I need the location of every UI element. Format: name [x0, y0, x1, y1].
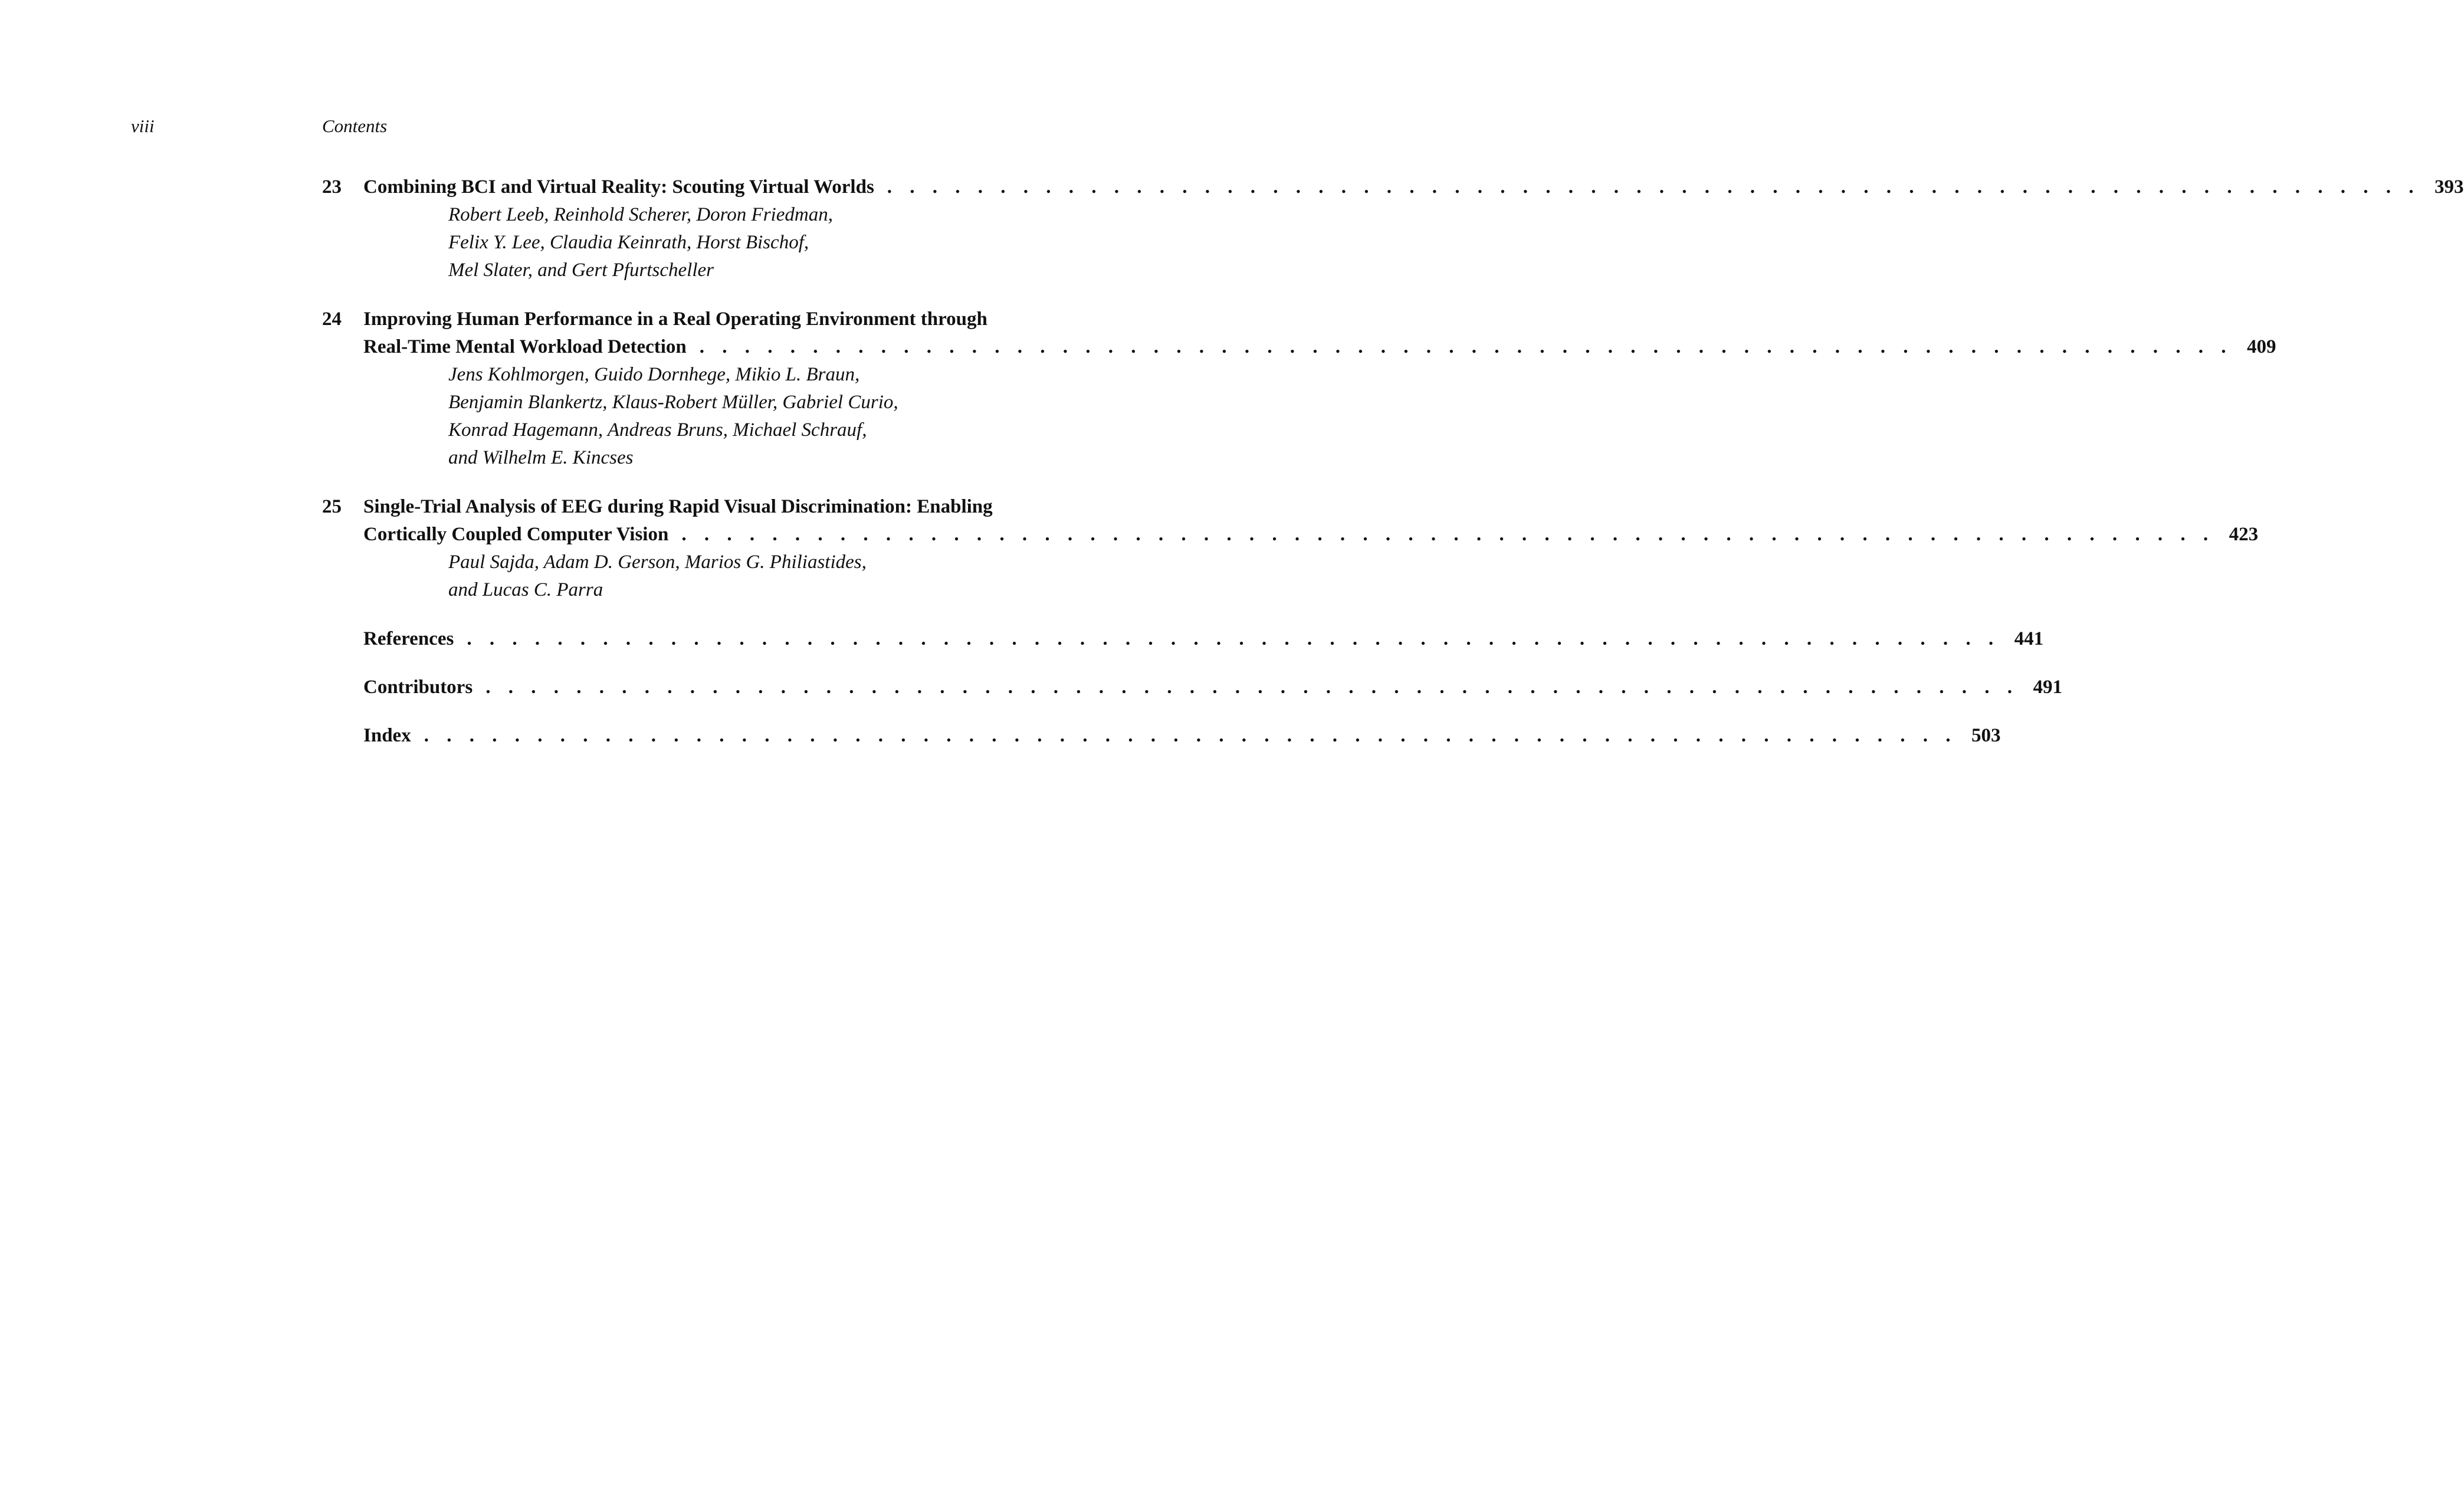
chapter-page-number: 423	[2229, 524, 2259, 545]
dot-leader: . . . . . . . . . . . . . . . . . . . . . . . . . . . . . . . . . . . . . . . . . . . . . . . . . . . . . . . . . . . . . . . . . . . .	[467, 628, 2000, 649]
toc-entry-index[interactable]	[322, 722, 2001, 750]
author-line: and Lucas C. Parra	[448, 579, 603, 600]
backmatter-page-number: 441	[2014, 628, 2044, 649]
chapter-title-row	[322, 306, 2276, 361]
running-head-title: Contents	[322, 116, 388, 136]
chapter-number: 24	[322, 308, 342, 330]
chapter-title	[363, 173, 2464, 201]
chapter-title	[363, 493, 2259, 549]
author-line: Jens Kohlmorgen, Guido Dornhege, Mikio L. Braun,	[448, 364, 860, 385]
backmatter-page-number: 503	[1971, 725, 2001, 746]
toc-entry-references[interactable]	[322, 625, 2044, 653]
chapter-title-row	[322, 493, 2259, 549]
toc-entry-chapter-23[interactable]	[322, 173, 2464, 284]
chapter-page-number: 409	[2247, 336, 2276, 357]
toc-entry-chapter-25[interactable]	[322, 493, 2259, 604]
chapter-authors	[448, 361, 1082, 472]
chapter-title-row	[322, 173, 2464, 201]
chapter-number: 23	[322, 176, 342, 198]
page-folio: viii	[131, 116, 155, 136]
backmatter-page-number: 491	[2033, 677, 2062, 698]
dot-leader: . . . . . . . . . . . . . . . . . . . . . . . . . . . . . . . . . . . . . . . . . . . . . . . . . . . . . . . . . . . . . . . . . . . .	[424, 725, 1957, 746]
author-line: Robert Leeb, Reinhold Scherer, Doron Friedman,	[448, 204, 833, 225]
backmatter-title: References	[363, 628, 454, 649]
running-head	[0, 114, 1208, 138]
dot-leader: . . . . . . . . . . . . . . . . . . . . . . . . . . . . . . . . . . . . . . . . . . . . . . . . . . . . . . . . . . . . . . . . . . . .	[485, 677, 2019, 698]
dot-leader: . . . . . . . . . . . . . . . . . . . . . . . . . . . . . . . . . . . . . . . . . . . . . . . . . . . . . . . . . . . . . . . . . . . .	[681, 524, 2215, 545]
chapter-authors	[448, 549, 1082, 604]
backmatter-title: Index	[363, 725, 411, 746]
chapter-number: 25	[322, 496, 342, 517]
author-line: Paul Sajda, Adam D. Gerson, Marios G. Philiastides,	[448, 552, 867, 573]
chapter-title-line: Improving Human Performance in a Real Operating Environment through	[363, 308, 987, 330]
author-line: Konrad Hagemann, Andreas Bruns, Michael Schrauf,	[448, 419, 867, 441]
backmatter-list	[322, 625, 2062, 750]
dot-leader: . . . . . . . . . . . . . . . . . . . . . . . . . . . . . . . . . . . . . . . . . . . . . . . . . . . . . . . . . . . . . . . . . . . .	[699, 336, 2233, 357]
chapter-title-line: Cortically Coupled Computer Vision	[363, 524, 669, 545]
author-line: and Wilhelm E. Kincses	[448, 447, 634, 468]
toc-entry-chapter-24[interactable]	[322, 306, 2276, 472]
chapter-title	[363, 306, 2276, 361]
chapter-title-line: Single-Trial Analysis of EEG during Rapid Visual Discrimination: Enabling	[363, 496, 993, 517]
chapter-authors	[448, 201, 1082, 284]
backmatter-title: Contributors	[363, 677, 473, 698]
chapter-title-line: Real-Time Mental Workload Detection	[363, 336, 687, 357]
author-line: Felix Y. Lee, Claudia Keinrath, Horst Bischof,	[448, 232, 809, 253]
chapter-page-number: 393	[2435, 176, 2464, 198]
toc-entry-contributors[interactable]	[322, 674, 2062, 701]
dot-leader: . . . . . . . . . . . . . . . . . . . . . . . . . . . . . . . . . . . . . . . . . . . . . . . . . . . . . . . . . . . . . . . . . . . .	[887, 176, 2420, 198]
table-of-contents	[322, 173, 2464, 770]
author-line: Benjamin Blankertz, Klaus-Robert Müller, Gabriel Curio,	[448, 392, 898, 413]
author-line: Mel Slater, and Gert Pfurtscheller	[448, 260, 714, 281]
chapter-title-line: Combining BCI and Virtual Reality: Scouting Virtual Worlds	[363, 176, 874, 198]
